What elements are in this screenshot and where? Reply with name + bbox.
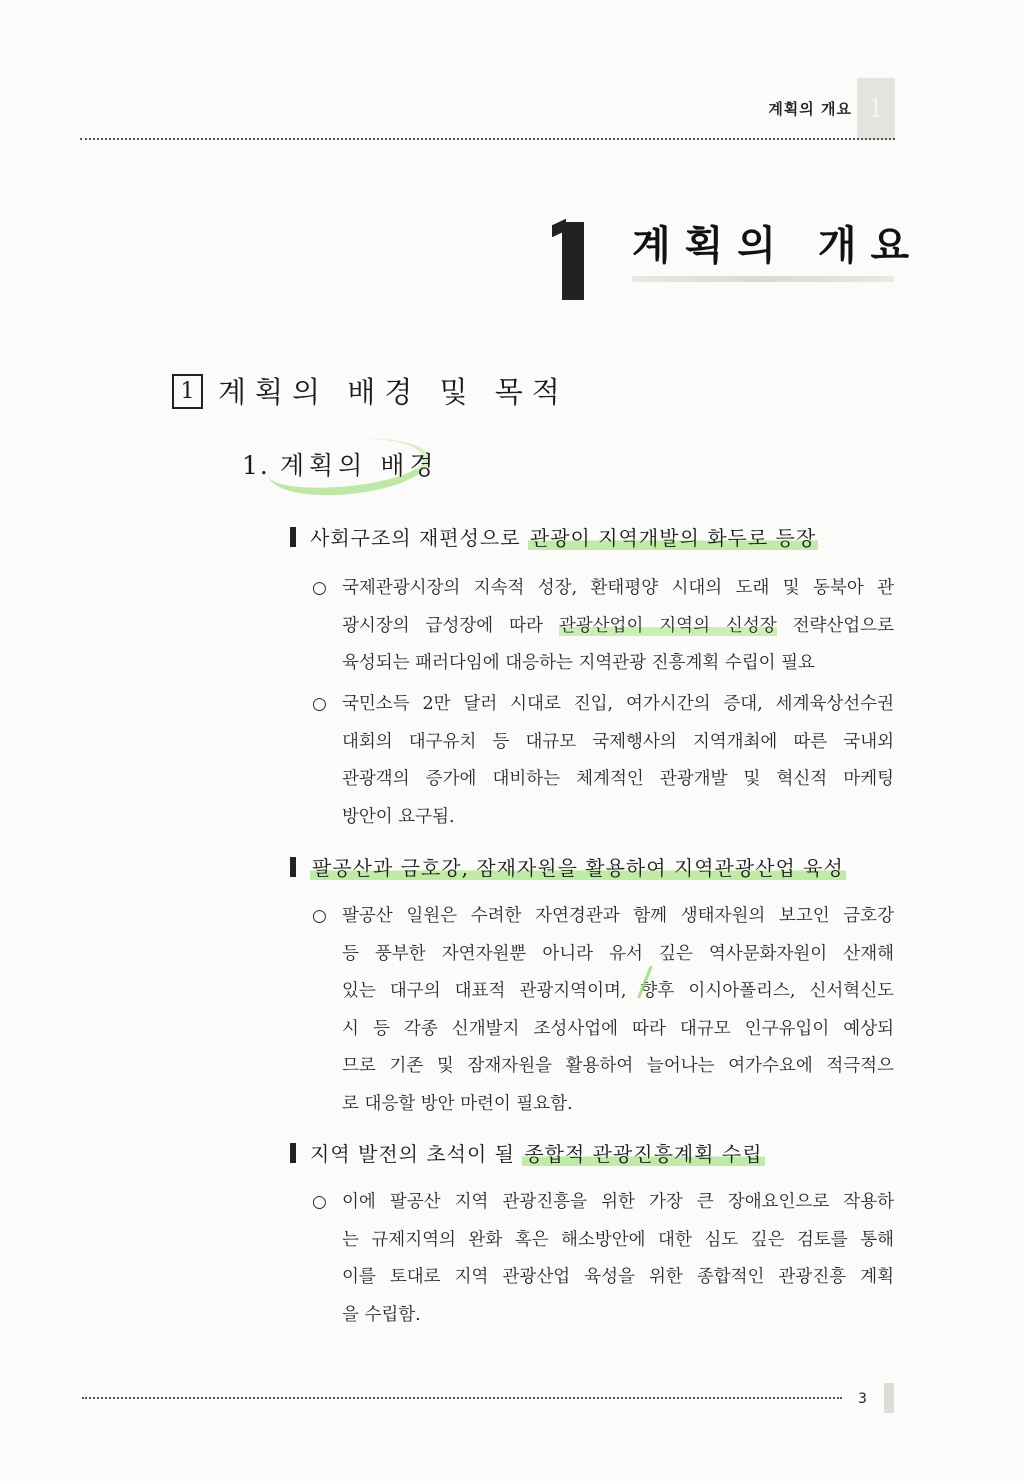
chapter-number-glyph bbox=[562, 222, 584, 300]
paragraph-line: 국민소득 2만 달러 시대로 진입, 여가시간의 증대, 세계육상선수권 bbox=[342, 694, 894, 714]
paragraph-line: 광시장의 급성장에 따라 관광산업이 지역의 신성장 전략산업으로 bbox=[342, 615, 894, 636]
paragraph-line: 관광객의 증가에 대비하는 체계적인 관광개발 및 혁신적 마케팅 bbox=[342, 769, 894, 789]
circle-bullet-icon: ○ bbox=[312, 694, 327, 714]
header-divider bbox=[80, 138, 895, 140]
paragraph-line: 있는 대구의 대표적 관광지역이며, 향후 이시아폴리스, 신서혁신도 bbox=[342, 981, 894, 1001]
circle-bullet-icon: ○ bbox=[312, 578, 327, 598]
subsection-title bbox=[242, 446, 439, 482]
paragraph-line: 시 등 각종 신개발지 조성사업에 따라 대규모 인구유입이 예상되 bbox=[342, 1018, 894, 1039]
paragraph bbox=[312, 1184, 894, 1334]
paragraph-line: 이에 팔공산 지역 관광진흥을 위한 가장 큰 장애요인으로 작용하 bbox=[342, 1192, 894, 1212]
paragraph-line: 이를 토대로 지역 관광산업 육성을 위한 종합적인 관광진흥 계획 bbox=[342, 1267, 894, 1287]
page-number: 3 bbox=[858, 1391, 867, 1407]
paragraph-line: 국제관광시장의 지속적 성장, 환태평양 시대의 도래 및 동북아 관 bbox=[342, 578, 894, 598]
paragraph-line: 방안이 요구됨. bbox=[342, 806, 455, 827]
paragraph-line: 등 풍부한 자연자원뿐 아니라 유서 깊은 역사문화자원이 산재해 bbox=[342, 943, 894, 964]
chapter-tab: 1 bbox=[857, 78, 895, 140]
paragraph-line: 육성되는 패러다임에 대응하는 지역관광 진흥계획 수립이 필요 bbox=[342, 653, 815, 673]
paragraph-line: 는 규제지역의 완화 혹은 해소방안에 대한 심도 깊은 검토를 통해 bbox=[342, 1229, 894, 1250]
item-heading-highlight: 팔공산과 금호강, 잠재자원을 활용하여 지역관광산업 육성 bbox=[312, 856, 844, 880]
paragraph-line: 대회의 대구유치 등 대규모 국제행사의 지역개최에 따른 국내외 bbox=[342, 731, 894, 752]
paragraph bbox=[312, 686, 894, 836]
bar-bullet-icon bbox=[290, 1143, 296, 1163]
page-tab-marker bbox=[884, 1383, 894, 1413]
running-header-title: 계획의 개요 bbox=[768, 100, 852, 118]
item-heading-highlight: 종합적 관광진흥계획 수립 bbox=[524, 1142, 763, 1166]
subsection-label: 계획의 배경 bbox=[279, 451, 439, 480]
paragraph-line: 므로 기존 및 잠재자원을 활용하여 늘어나는 여가수요에 적극적으 bbox=[342, 1056, 894, 1076]
item-heading-1 bbox=[290, 522, 818, 551]
chapter-title-rule bbox=[632, 276, 894, 282]
item-heading-plain: 사회구조의 재편성으로 bbox=[310, 526, 528, 550]
bar-bullet-icon bbox=[290, 857, 296, 877]
item-heading-highlight: 관광이 지역개발의 화두로 등장 bbox=[529, 526, 817, 550]
item-heading-2 bbox=[290, 852, 846, 881]
paragraph-line: 을 수립함. bbox=[342, 1304, 421, 1325]
paragraph-line: 로 대응할 방안 마련이 필요함. bbox=[342, 1093, 573, 1114]
item-heading-plain: 지역 발전의 초석이 될 bbox=[310, 1142, 523, 1166]
highlighted-phrase: 관광산업이 지역의 신성장 bbox=[558, 615, 777, 636]
paragraph bbox=[312, 570, 894, 683]
paragraph bbox=[312, 898, 894, 1123]
item-heading-3 bbox=[290, 1138, 765, 1167]
section-title: 계획의 배경 및 목적 bbox=[218, 375, 569, 409]
section-number-box: 1 bbox=[172, 374, 203, 409]
bar-bullet-icon bbox=[290, 527, 296, 547]
circle-bullet-icon: ○ bbox=[312, 906, 327, 926]
circle-bullet-icon: ○ bbox=[312, 1192, 327, 1212]
footer-divider bbox=[82, 1397, 842, 1399]
chapter-title: 계획의 개요 bbox=[632, 223, 924, 269]
subsection-number: 1. bbox=[242, 451, 270, 480]
paragraph-line: 팔공산 일원은 수려한 자연경관과 함께 생태자원의 보고인 금호강 bbox=[342, 906, 894, 926]
